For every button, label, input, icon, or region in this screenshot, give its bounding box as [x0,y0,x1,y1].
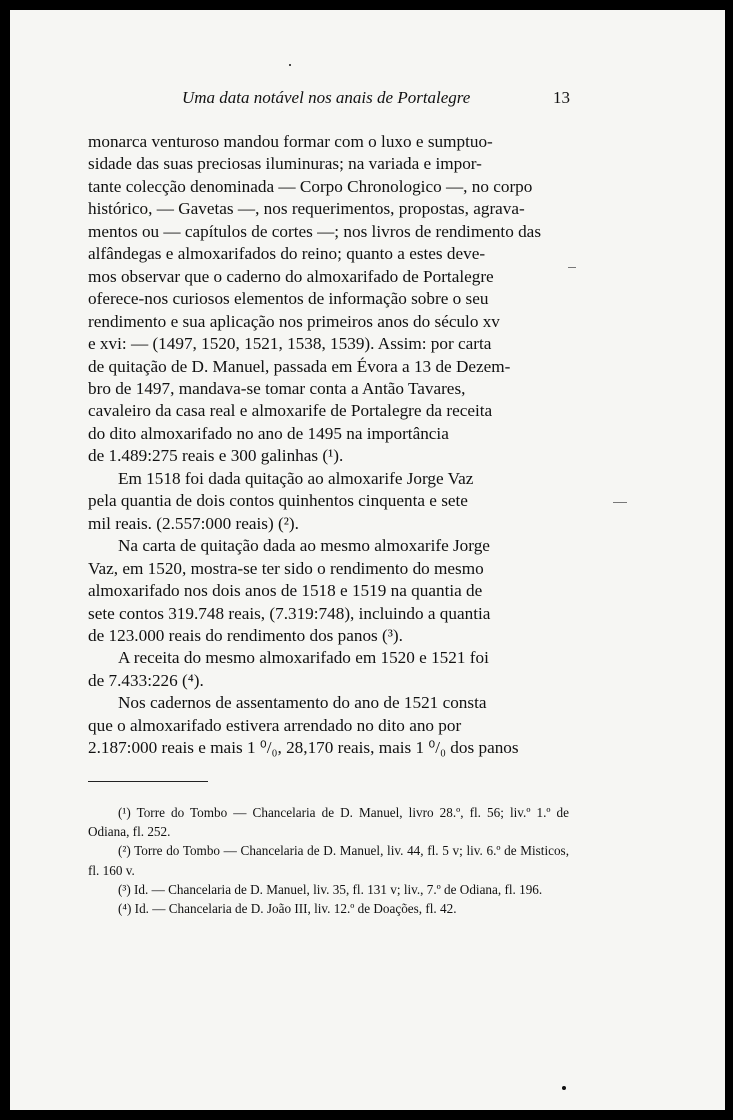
ink-speck [562,1086,566,1090]
body-line: histórico, — Gavetas —, nos requerimentos, propostas, agrava- [88,199,525,219]
running-head [100,88,570,110]
body-line: 2.187:000 reais e mais 1 ⁰/₀, 28,170 reais, mais 1 ⁰/₀ dos panos [88,738,519,758]
body-line: que o almoxarifado estivera arrendado no dito ano por [88,715,462,735]
body-line: e xvi: — (1497, 1520, 1521, 1538, 1539). Assim: por carta [88,334,492,354]
body-line: rendimento e sua aplicação nos primeiros anos do século xv [88,311,500,331]
body-text [88,131,569,760]
footnote: (¹) Torre do Tombo — Chancelaria de D. Manuel, livro 28.º, fl. 56; liv.º 1.º de Odiana, fl. 252. [88,805,569,840]
body-line: monarca venturoso mandou formar com o luxo e sumptuo- [88,132,493,151]
body-line: cavaleiro da casa real e almoxarife de Portalegre da receita [88,401,493,421]
body-line: oferece-nos curiosos elementos de informação sobre o seu [88,289,489,309]
margin-mark [613,502,627,503]
body-line: Vaz, em 1520, mostra-se ter sido o rendimento do mesmo [88,558,484,578]
ink-speck [289,64,291,66]
footnote: (²) Torre do Tombo — Chancelaria de D. Manuel, liv. 44, fl. 5 v; liv. 6.º de Misticos, fl. 160 v. [88,843,569,878]
footnote-rule [88,781,208,782]
body-line: mos observar que o caderno do almoxarifado de Portalegre [88,266,494,286]
running-title: Uma data notável nos anais de Portalegre [182,88,471,107]
footnote: (³) Id. — Chancelaria de D. Manuel, liv. 35, fl. 131 v; liv., 7.º de Odiana, fl. 196. [118,881,543,897]
body-line: almoxarifado nos dois anos de 1518 e 1519 na quantia de [88,581,483,601]
body-line: do dito almoxarifado no ano de 1495 na importância [88,423,449,443]
body-line: pela quantia de dois contos quinhentos cinquenta e sete [88,491,468,511]
body-line: de quitação de D. Manuel, passada em Évora a 13 de Dezem- [88,356,511,376]
body-line: bro de 1497, mandava-se tomar conta a Antão Tavares, [88,378,466,398]
body-line: sidade das suas preciosas iluminuras; na variada e impor- [88,154,482,174]
body-line: alfândegas e almoxarifados do reino; quanto a estes deve- [88,244,486,264]
body-line: Em 1518 foi dada quitação ao almoxarife Jorge Vaz [118,468,474,488]
body-line: tante colecção denominada — Corpo Chronologico —, no corpo [88,176,533,196]
body-line: Nos cadernos de assentamento do ano de 1521 consta [118,693,487,713]
body-line: de 7.433:226 (⁴). [88,670,204,690]
body-line: mentos ou — capítulos de cortes —; nos livros de rendimento das [88,221,542,241]
margin-mark [568,267,576,268]
body-line: de 1.489:275 reais e 300 galinhas (¹). [88,446,344,466]
body-line: A receita do mesmo almoxarifado em 1520 e 1521 foi [118,648,489,668]
body-line: Na carta de quitação dada ao mesmo almoxarife Jorge [118,536,490,556]
footnotes [88,803,569,918]
page-number: 13 [553,88,570,107]
footnote: (⁴) Id. — Chancelaria de D. João III, liv. 12.º de Doações, fl. 42. [118,901,457,917]
body-line: mil reais. (2.557:000 reais) (²). [88,513,299,533]
body-line: sete contos 319.748 reais, (7.319:748), incluindo a quantia [88,603,491,623]
book-page [10,10,725,1110]
body-line: de 123.000 reais do rendimento dos panos (³). [88,625,403,645]
